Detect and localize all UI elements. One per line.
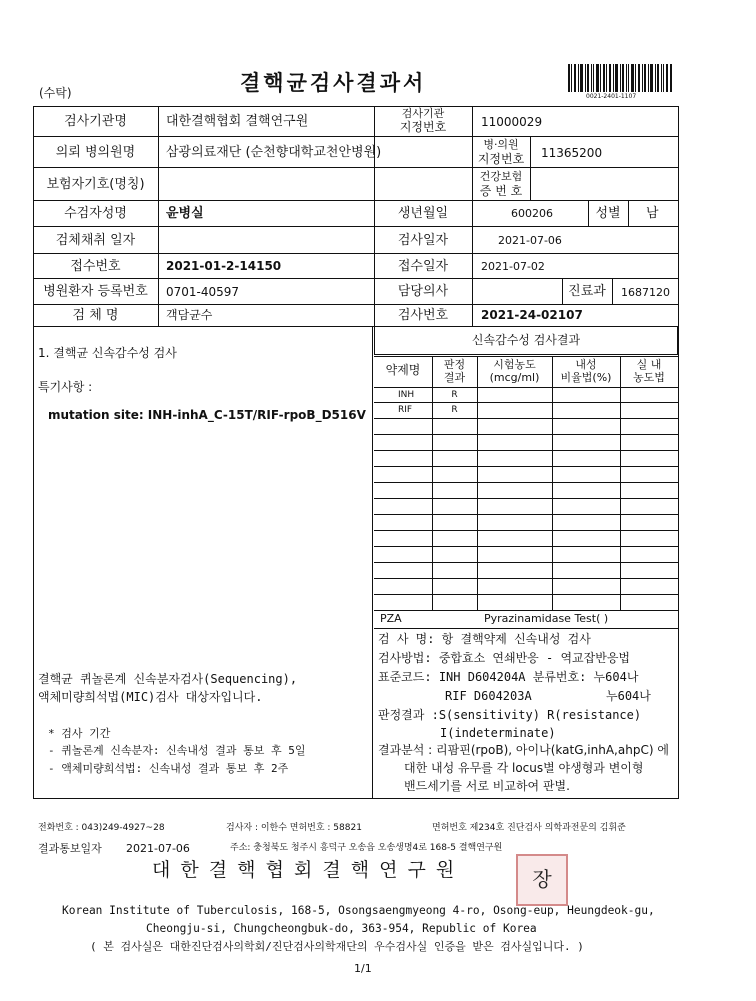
method-code-2: RIF D604203A [445,689,532,703]
ratio-header-2: 비율법(%) [560,371,612,384]
method-code-2-right: 누604나 [606,689,651,703]
reg-no-label: 병원환자 등록번호 [43,284,148,299]
institute-address-en-2: Cheongju-si, Chungcheongbuk-do, 363-954, Republic of Korea [146,922,537,935]
sex-value: 남 [646,206,659,221]
mic-header-1: 실 내 [636,358,662,371]
mutation-site: mutation site: INH-inhA_C-15T/RIF-rpoB_D516V [48,408,366,422]
method-verdict-1: 판정결과 :S(sensitivity) R(resistance) [378,708,642,722]
receipt-no-value: 2021-01-2-14150 [166,259,282,273]
hospital-value: 삼광의료재단 (순천향대학교천안병원) [166,145,382,160]
footer-address: 주소: 충청북도 청주시 흥덕구 오송읍 오송생명4로 168-5 결핵연구원 [230,843,503,853]
specimen-label: 검 체 명 [72,308,119,323]
barcode-number: 0021-2401-1107 [586,93,637,100]
conc-header-1: 시험농도 [493,358,536,371]
lab-id-label-2: 지정번호 [399,120,447,134]
dept-no-value: 1687120 [621,286,670,299]
period-line-2: - 액체미량희석법: 신속내성 결과 통보 후 2주 [48,762,289,775]
method-analysis-2: 대한 내성 유무를 각 locus별 야생형과 변이형 [404,761,644,775]
health-no-label-1: 건강보험 [479,170,523,183]
note-line-1: 결핵균 퀴놀론계 신속분자검사(Sequencing), [38,672,298,686]
seal-text: 장 [532,867,552,891]
lab-id-label-1: 검사기관 [401,107,445,120]
test-date-value: 2021-07-06 [498,234,562,247]
drug-header: 약제명 [385,363,421,377]
page-title: 결핵균검사결과서 [240,71,427,95]
period-title: * 검사 기간 [48,727,111,740]
test-no-label: 검사번호 [397,308,449,323]
bottom-border [33,798,679,799]
hosp-id-value: 11365200 [541,146,603,160]
lab-org-value: 대한결핵협회 결핵연구원 [166,114,309,129]
birth-value: 600206 [511,207,553,220]
health-no-label-2: 증 번 호 [479,184,523,198]
barcode [568,64,672,92]
verdict-header-1: 판정 [443,358,466,371]
doc-type-label: (수탁) [39,86,72,100]
lab-org-label: 검사기관명 [64,114,127,129]
footer-license: 면허번호 제234호 진단검사 의학과전문의 김휘준 [432,823,626,833]
method-verdict-2: I(indeterminate) [440,726,556,740]
hosp-id-label-2: 지정번호 [477,152,525,166]
birth-label: 생년월일 [397,206,449,221]
hospital-label: 의뢰 병의원명 [55,145,136,160]
remarks-label: 특기사항 : [38,380,93,394]
page-number: 1/1 [354,962,372,975]
verdict-header-2: 결과 [443,371,466,384]
sex-label: 성별 [595,206,621,221]
insurance-label: 보험자기호(명칭) [46,177,145,192]
certification-note: ( 본 검사실은 대한진단검사의학회/진단검사의학재단의 우수검사실 인증을 받은 검사실입니다. ) [90,940,584,953]
lab-id-value: 11000029 [481,115,543,129]
dept-label: 진료과 [568,284,606,299]
test-item: 1. 결핵균 신속감수성 검사 [38,346,177,360]
institute-address-en-1: Korean Institute of Tuberculosis, 168-5, Osongsaengmyeong 4-ro, Osong-eup, Heungdeok-gu, [62,904,655,917]
mic-header-2: 농도법 [633,371,665,384]
hosp-id-label-1: 병·의원 [483,138,519,151]
row-inh-drug: INH [398,390,415,400]
conc-header-2: (mcg/ml) [489,371,540,384]
result-title: 신속감수성 검사결과 [471,333,581,347]
pza-test: Pyrazinamidase Test( ) [484,612,609,625]
note-line-2: 액체미량희석법(MIC)검사 대상자입니다. [38,690,263,704]
receipt-no-label: 접수번호 [70,259,121,274]
row-rif-verdict: R [451,405,458,415]
receipt-date-label: 접수일자 [397,259,449,274]
method-code-1: 표준코드: INH D604204A 분류번호: 누604나 [378,670,639,684]
ratio-header-1: 내성 [575,358,597,371]
report-date-label: 결과통보일자 [38,842,102,855]
method-method: 검사방법: 중합효소 연쇄반응 - 역교잡반응법 [378,651,631,665]
report-date: 2021-07-06 [126,842,190,855]
doctor-label: 담당의사 [397,284,449,299]
row-rif-drug: RIF [398,405,413,415]
method-analysis-1: 결과분석 : 리팜핀(rpoB), 아이나(katG,inhA,ahpC) 에 [378,743,669,757]
method-name: 검 사 명: 항 결핵약제 신속내성 검사 [378,632,591,646]
row-inh-verdict: R [451,390,458,400]
test-date-label: 검사일자 [397,233,449,248]
patient-label: 수검자성명 [64,206,127,221]
specimen-value: 객담균수 [166,308,213,322]
pza-label: PZA [380,612,402,625]
patient-value: 윤병실 [166,206,204,221]
footer-phone: 전화번호 : 043)249-4927~28 [38,823,165,833]
sample-date-label: 검체채취 일자 [55,233,136,248]
footer-examiner: 검사자 : 이한수 면허번호 : 58821 [226,823,362,833]
test-no-value: 2021-24-02107 [481,308,583,322]
reg-no-value: 0701-40597 [166,285,240,299]
institute-name-ko: 대 한 결 핵 협 회 결 핵 연 구 원 [152,859,457,881]
section-divider [372,326,373,798]
receipt-date-value: 2021-07-02 [481,260,545,273]
method-analysis-3: 밴드세기를 서로 비교하여 판별. [404,779,570,793]
official-seal [516,854,568,906]
period-line-1: - 퀴놀론계 신속분자: 신속내성 결과 통보 후 5일 [48,744,306,757]
